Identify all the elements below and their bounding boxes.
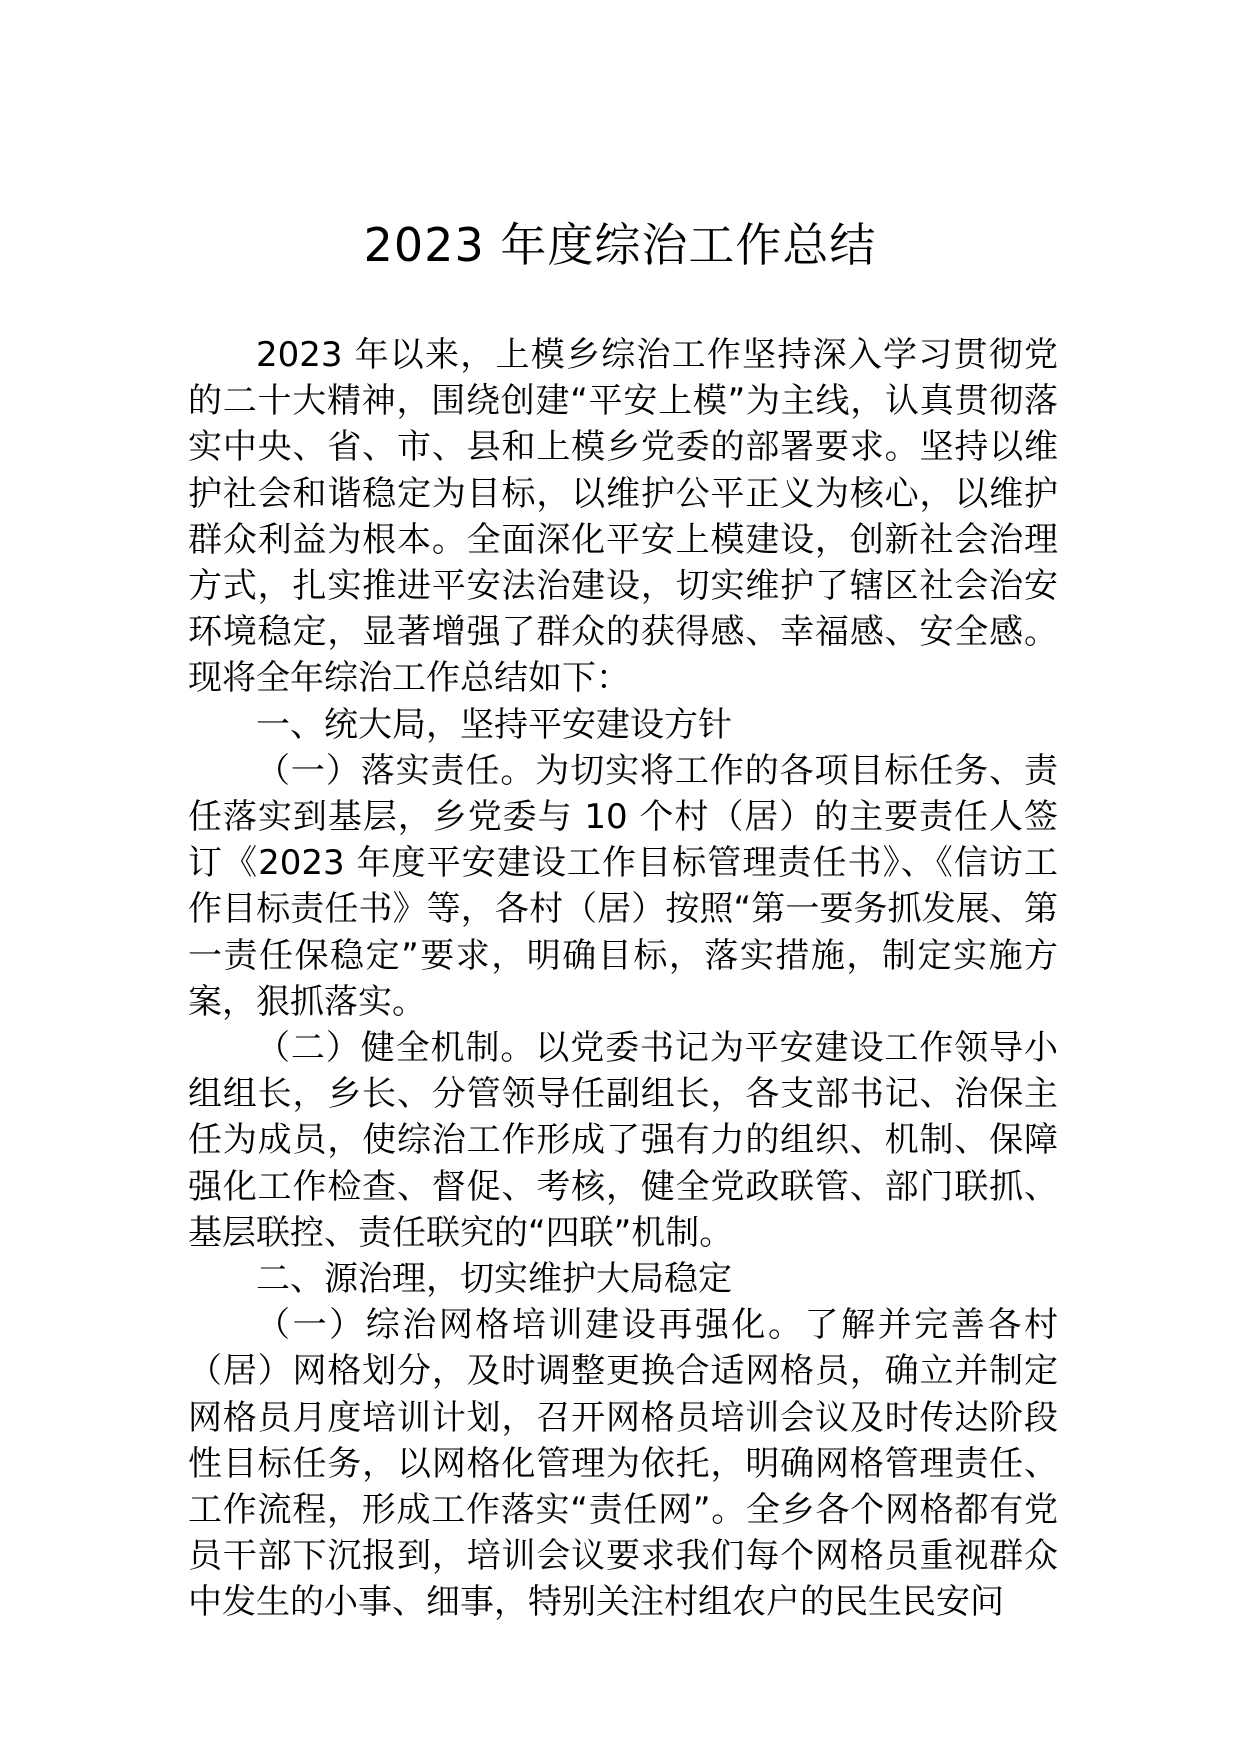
section-1-item-1-text: 为切实将工作的各项目标任务、责任落实到基层，乡党委与 10 个村（居）的主要责任人签订《2023 年度平安建设工作目标管理责任书》、《信访工作目标责任书》等，各村（居）按照“第一要务抓发展、第一责任保稳定”要求，明确目标，落实措施，制定实施方案，狠抓落实。 bbox=[188, 750, 1059, 1022]
document-body bbox=[188, 332, 1058, 1626]
section-2-item-1-lead: （一）综治网格培训建设再强化。 bbox=[256, 1305, 805, 1346]
section-1-item-2-lead: （二）健全机制。 bbox=[256, 1028, 536, 1069]
section-2-item-1 bbox=[188, 1302, 1058, 1625]
section-1-item-2 bbox=[188, 1025, 1058, 1256]
intro-paragraph: 2023 年以来，上模乡综治工作坚持深入学习贯彻党的二十大精神，围绕创建“平安上模”为主线，认真贯彻落实中央、省、市、县和上模乡党委的部署要求。坚持以维护社会和谐稳定为目标，以维护公平正义为核心，以维护群众利益为根本。全面深化平安上模建设，创新社会治理方式，扎实推进平安法治建设，切实维护了辖区社会治安环境稳定，显著增强了群众的获得感、幸福感、安全感。现将全年综治工作总结如下： bbox=[188, 335, 1058, 699]
section-2-item-1-text: 了解并完善各村（居）网格划分，及时调整更换合适网格员，确立并制定网格员月度培训计划，召开网格员培训会议及时传达阶段性目标任务，以网格化管理为依托，明确网格管理责任、工作流程，形成工作落实“责任网”。全乡各个网格都有党员干部下沉报到，培训会议要求我们每个网格员重视群众中发生的小事、细事，特别关注村组农户的民生民安问 bbox=[188, 1305, 1059, 1623]
section-1-item-1 bbox=[188, 748, 1058, 1025]
section-2-heading: 二、源治理，切实维护大局稳定 bbox=[256, 1259, 732, 1300]
section-1-item-2-text: 以党委书记为平安建设工作领导小组组长，乡长、分管领导任副组长，各支部书记、治保主任为成员，使综治工作形成了强有力的组织、机制、保障强化工作检查、督促、考核，健全党政联管、部门联抓、基层联控、责任联究的“四联”机制。 bbox=[188, 1028, 1059, 1253]
document-title: 2023 年度综治工作总结 bbox=[363, 218, 877, 272]
section-1-item-1-lead: （一）落实责任。 bbox=[256, 750, 536, 791]
section-1-heading: 一、统大局，坚持平安建设方针 bbox=[256, 704, 732, 745]
